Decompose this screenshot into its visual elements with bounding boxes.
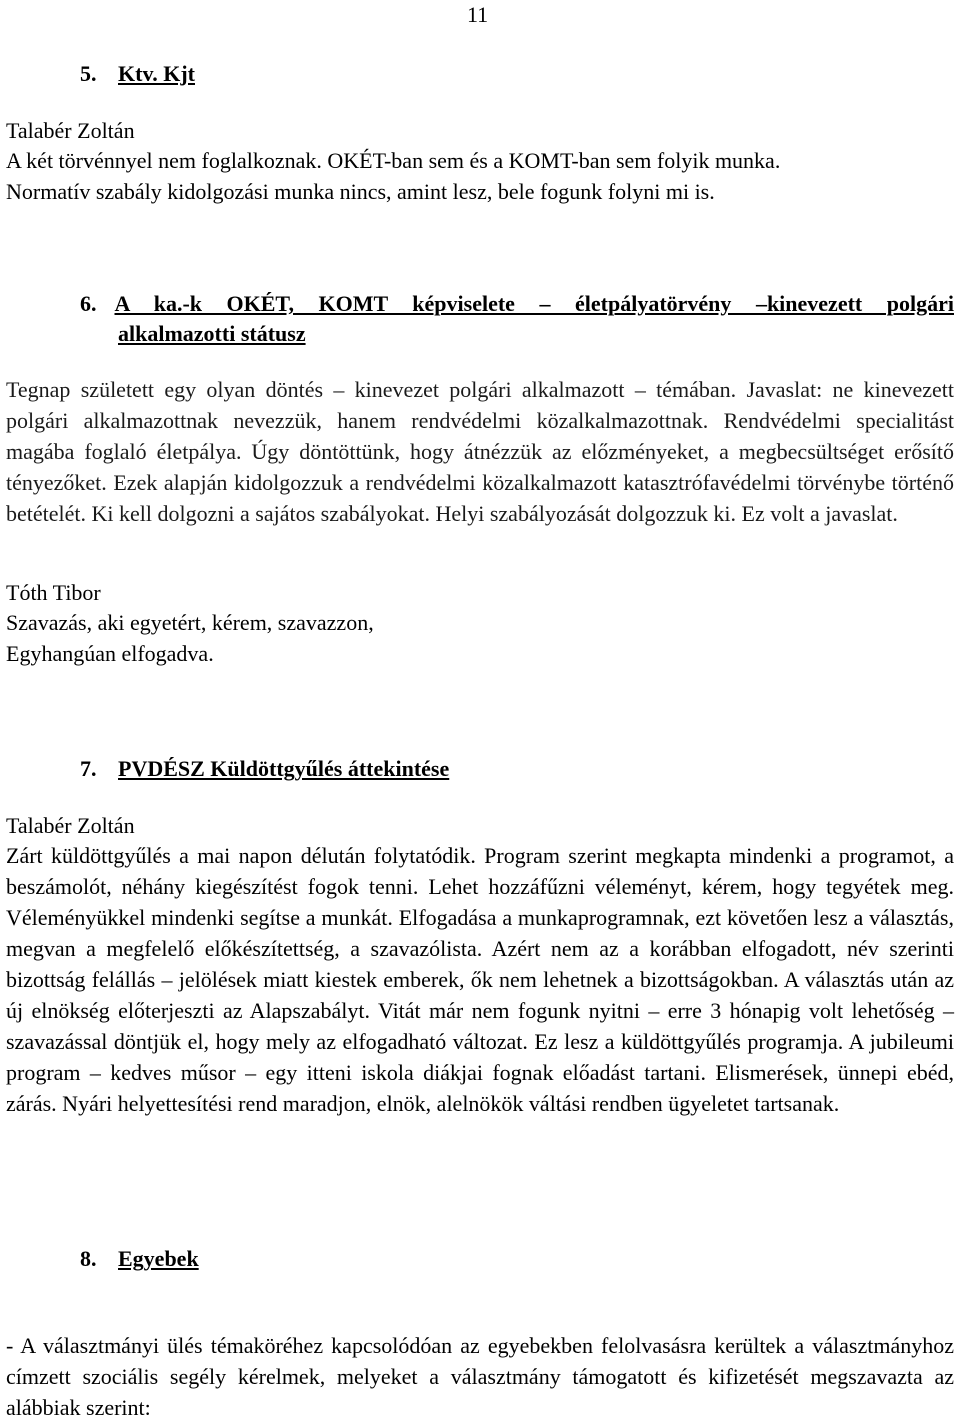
section-6-title-line-1: A ka.-k OKÉT, KOMT képviselete – életpályatörvény –kinevezett polgári [114,291,954,316]
section-7-title: PVDÉSZ Küldöttgyűlés áttekintése [118,756,450,781]
page-number: 11 [467,2,489,27]
section-8-heading [80,1245,199,1273]
section-7-speaker: Talabér Zoltán [6,813,135,838]
section-8-paragraph: - A választmányi ülés témaköréhez kapcsolódóan az egyebekben felolvasásra kerültek a választmányhoz címzett szociális segély kérelmek, melyeket a választmány támogatott és kifizetését megszavazta az alábbiak szerint: [6,1333,954,1420]
section-5-text [6,145,954,207]
section-6-title-line-2: alkalmazotti státusz [118,321,306,346]
section-6-paragraph: Tegnap született egy olyan döntés – kinevezet polgári alkalmazott – témában. Javaslat: ne kinevezett polgári alkalmazottnak nevezzük, hanem rendvédelmi közalkalmazottnak. Rendvédelmi specialitást magába foglaló életpálya. Úgy döntöttünk, hogy átnézzük az előzményeket, a megbecsültséget erősítő tényezőket. Ezek alapján kidolgozzuk a rendvédelmi közalkalmazott katasztrófavédelmi törvénybe történő betételét. Ki kell dolgozni a sajátos szabályokat. Helyi szabályozását dolgozzuk ki. Ez volt a javaslat. [6,377,954,526]
section-5-number: 5. [80,61,97,86]
section-6-vote-line-1: Szavazás, aki egyetért, kérem, szavazzon, [6,610,374,635]
section-5-line-2: Normatív szabály kidolgozási munka nincs, amint lesz, bele fogunk folyni mi is. [6,179,715,204]
section-8-title: Egyebek [118,1246,199,1271]
section-6-speaker: Tóth Tibor [6,580,101,605]
section-7-paragraph: Zárt küldöttgyűlés a mai napon délután folytatódik. Program szerint megkapta mindenki a programot, a beszámolót, néhány kiegészítést fogok tenni. Lehet hozzáfűzni véleményt, kérem, hogy tegyétek meg. Véleményükkel mindenki segítse a munkát. Elfogadása a munkaprogramnak, ezt követően lesz a választás, megvan a megfelelő előkészítettség, a szavazólista. Azért nem az a korábban elfogadott, név szerinti bizottság felállás – jelölések miatt kiestek emberek, ők nem lehetnek a bizottságokban. A választás után az új elnökség előterjeszti az Alapszabályt. Vitát már nem fogunk nyitni – erre 3 hónapig volt lehetőség – szavazással döntjük el, hogy mely az elfogadható változat. Ez lesz a küldöttgyűlés programja. A jubileumi program – kedves műsor – egy itteni iskola diákjai fognak előadást tartani. Elismerések, ünnepi ebéd, zárás. Nyári helyettesítési rend maradjon, elnök, alelnökök váltási rendben ügyeletet tartsanak. [6,843,954,1116]
section-5-speaker: Talabér Zoltán [6,118,135,143]
section-5-heading [80,60,195,88]
section-6-heading [80,290,954,318]
section-6-vote [6,607,954,669]
section-5-title: Ktv. Kjt [118,61,195,86]
section-7-heading [80,755,449,783]
section-6-number: 6. [80,291,97,316]
section-7-number: 7. [80,756,97,781]
section-8-number: 8. [80,1246,97,1271]
section-5-line-1: A két törvénnyel nem foglalkoznak. OKÉT-ban sem és a KOMT-ban sem folyik munka. [6,148,781,173]
section-6-vote-line-2: Egyhangúan elfogadva. [6,641,214,666]
